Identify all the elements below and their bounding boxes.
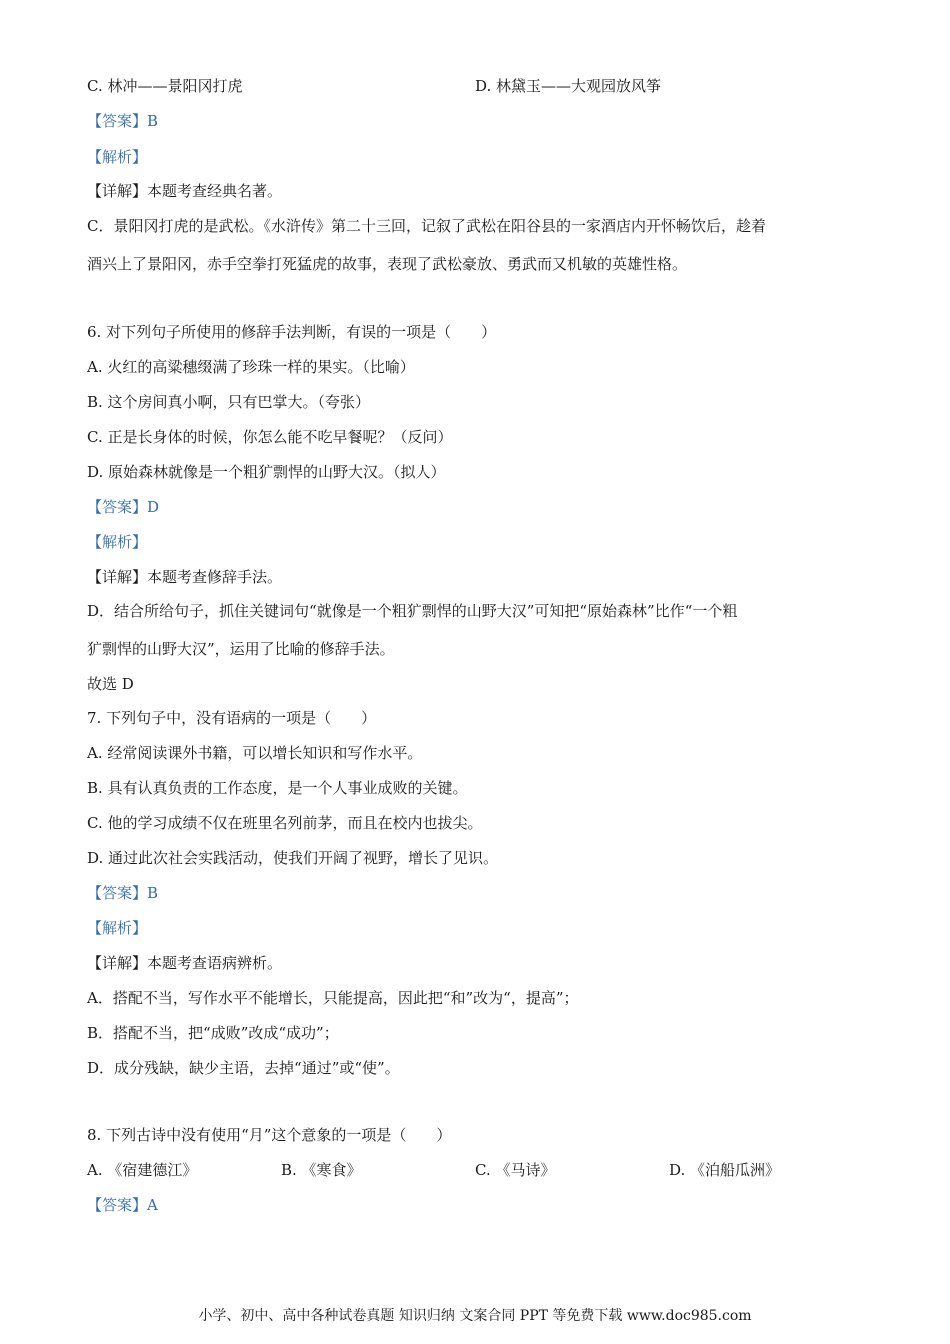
q6-answer: 【答案】D <box>87 498 160 516</box>
q6-explanation-line-1: D．结合所给句子，抓住关键词句“就像是一个粗犷剽悍的山野大汉”可知把“原始森林”比作“一个粗 <box>87 602 738 620</box>
q7-explanation-a: A．搭配不当，写作水平不能增长，只能提高，因此把“和”改为“，提高”； <box>87 989 579 1007</box>
q5-option-c: C. 林冲——景阳冈打虎 <box>87 77 243 95</box>
q6-option-c: C. 正是长身体的时候，你怎么能不吃早餐呢？（反问） <box>87 428 453 446</box>
q7-option-b: B. 具有认真负责的工作态度，是一个人事业成败的关键。 <box>87 779 468 797</box>
q6-option-b: B. 这个房间真小啊，只有巴掌大。（夸张） <box>87 393 371 411</box>
q7-option-d: D. 通过此次社会实践活动，使我们开阔了视野，增长了见识。 <box>87 849 499 867</box>
q7-answer: 【答案】B <box>87 884 159 902</box>
q6-option-a: A. 火红的高粱穗缀满了珍珠一样的果实。（比喻） <box>87 358 415 376</box>
q6-stem: 6. 对下列句子所使用的修辞手法判断，有误的一项是（ ） <box>87 323 497 341</box>
q5-detail: 【详解】本题考查经典名著。 <box>87 182 283 200</box>
q8-answer: 【答案】A <box>87 1196 158 1214</box>
q6-explanation-line-2: 犷剽悍的山野大汉”，运用了比喻的修辞手法。 <box>87 640 395 658</box>
q7-detail: 【详解】本题考查语病辨析。 <box>87 954 283 972</box>
page-footer: 小学、初中、高中各种试卷真题 知识归纳 文案合同 PPT 等免费下载 www.doc985.com <box>198 1308 752 1324</box>
q5-option-d: D. 林黛玉——大观园放风筝 <box>475 77 662 95</box>
q7-explanation-b: B．搭配不当，把“成败”改成“成功”； <box>87 1024 339 1042</box>
q7-analysis-label: 【解析】 <box>87 919 148 937</box>
q8-option-b: B. 《寒食》 <box>281 1161 362 1179</box>
q6-option-d: D. 原始森林就像是一个粗犷剽悍的山野大汉。（拟人） <box>87 463 446 481</box>
q6-detail: 【详解】本题考查修辞手法。 <box>87 568 283 586</box>
q5-explanation-line-1: C．景阳冈打虎的是武松。《水浒传》第二十三回，记叙了武松在阳谷县的一家酒店内开怀畅饮后，趁着 <box>87 217 766 235</box>
q8-option-d: D. 《泊船瓜洲》 <box>669 1161 781 1179</box>
q6-conclusion: 故选 D <box>87 675 134 693</box>
q5-explanation-line-2: 酒兴上了景阳冈，赤手空拳打死猛虎的故事，表现了武松豪放、勇武而又机敏的英雄性格。 <box>87 255 688 273</box>
q7-option-c: C. 他的学习成绩不仅在班里名列前茅，而且在校内也拔尖。 <box>87 814 483 832</box>
q7-stem: 7. 下列句子中，没有语病的一项是（ ） <box>87 709 377 727</box>
q5-answer: 【答案】B <box>87 112 159 130</box>
q8-option-c: C. 《马诗》 <box>475 1161 556 1179</box>
q5-analysis-label: 【解析】 <box>87 148 148 166</box>
q8-option-a: A. 《宿建德江》 <box>87 1161 198 1179</box>
q7-option-a: A. 经常阅读课外书籍，可以增长知识和写作水平。 <box>87 744 423 762</box>
q7-explanation-d: D．成分残缺，缺少主语，去掉“通过”或“使”。 <box>87 1059 400 1077</box>
q6-analysis-label: 【解析】 <box>87 533 148 551</box>
q8-stem: 8. 下列古诗中没有使用“月”这个意象的一项是（ ） <box>87 1126 452 1144</box>
